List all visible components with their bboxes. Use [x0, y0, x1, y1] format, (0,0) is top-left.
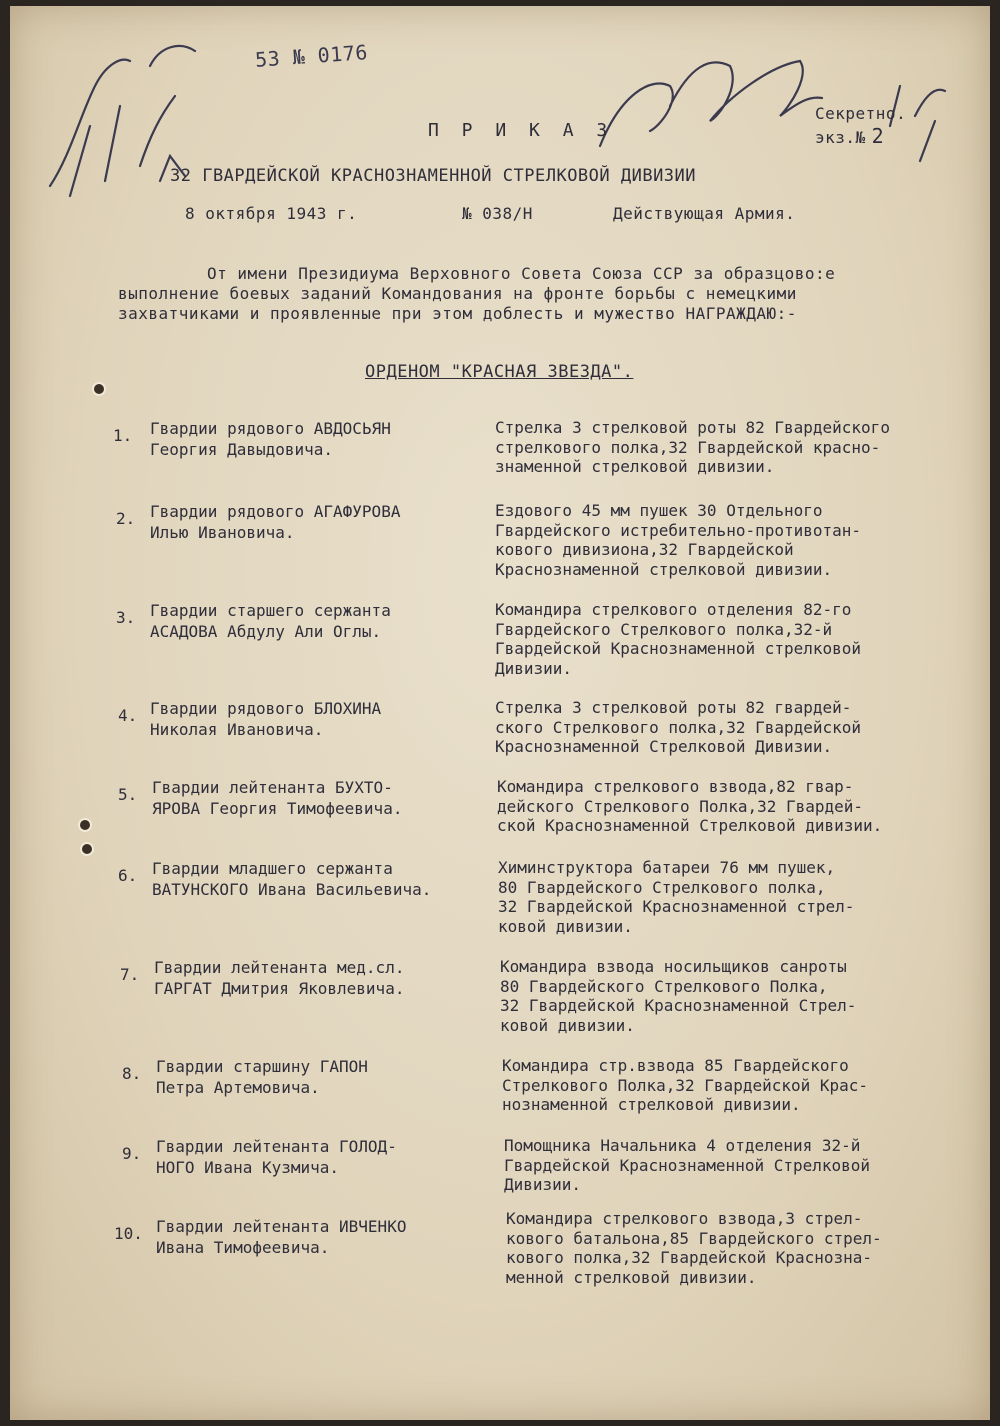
punch-hole-icon — [94, 384, 104, 394]
copy-label: экз.№ 2 — [815, 124, 885, 148]
intro-line-1: От имени Президиума Верховного Совета Союза ССР за образцово:е — [207, 264, 836, 283]
intro-line-3: захватчиками и проявленные при этом доблесть и мужество НАГРАЖДАЮ:- — [118, 304, 797, 323]
copy-number: 2 — [871, 124, 885, 148]
awardee-person: Гвардии рядового АГАФУРОВА Илью Ивановича. — [150, 502, 401, 542]
punch-hole-icon — [80, 820, 90, 830]
awardee-unit: Командира стрелкового отделения 82-го Гвардейского Стрелкового полка,32-й Гвардейской Краснознаменной стрелковой Дивизии. — [495, 600, 862, 678]
awardee-number: 5. — [118, 785, 138, 804]
awardee-unit: Ездового 45 мм пушек 30 Отдельного Гвардейского истребительно-противотан- кового дивизиона,32 Гвардейской Краснознаменной стрелковой дивизии. — [495, 501, 862, 579]
intro-line-2: выполнение боевых заданий Командования на фронте борьбы с немецкими — [118, 284, 797, 303]
registry-stamp: 53 № 0176 — [254, 40, 369, 72]
awardee-unit: Командира стрелкового взвода,3 стрел- кового батальона,85 Гвардейского стрел- кового полка,32 Гвардейской Краснозна- менной стрелковой дивизии. — [506, 1209, 882, 1287]
document-title: П Р И К А З — [428, 120, 614, 141]
awardee-number: 9. — [122, 1144, 142, 1163]
awardee-person: Гвардии младшего сержанта ВАТУНСКОГО Ивана Васильевича. — [152, 859, 432, 899]
awardee-number: 1. — [113, 426, 133, 445]
awardee-person: Гвардии старшего сержанта АСАДОВА Абдулу Али Оглы. — [150, 601, 391, 641]
awardee-person: Гвардии лейтенанта БУХТО- ЯРОВА Георгия Тимофеевича. — [152, 778, 403, 818]
awardee-number: 3. — [116, 608, 136, 627]
corner-mark — [890, 86, 945, 161]
awardee-person: Гвардии лейтенанта мед.сл. ГАРГАТ Дмитрия Яковлевича. — [154, 958, 405, 998]
awardee-unit: Командира стрелкового взвода,82 гвар- дейского Стрелкового Полка,32 Гвардей- ской Краснознаменной Стрелковой дивизии. — [497, 777, 883, 835]
awardee-number: 7. — [120, 965, 140, 984]
awardee-person: Гвардии рядового БЛОХИНА Николая Ивановича. — [150, 699, 382, 739]
awardee-person: Гвардии лейтенанта ГОЛОД- НОГО Ивана Кузмича. — [156, 1137, 397, 1177]
order-heading: ОРДЕНОМ "КРАСНАЯ ЗВЕЗДА". — [365, 362, 634, 382]
awardee-unit: Стрелка 3 стрелковой роты 82 Гвардейского стрелкового полка,32 Гвардейской красно- знаменной стрелковой дивизии. — [495, 418, 890, 476]
awardee-unit: Химинструктора батареи 76 мм пушек, 80 Гвардейского Стрелкового полка, 32 Гвардейской Краснознаменной стрел- ковой дивизии. — [498, 858, 855, 936]
order-number: № 038/Н — [462, 204, 533, 223]
awardee-unit: Командира взвода носильщиков санроты 80 Гвардейского Стрелкового Полка, 32 Гвардейской Краснознаменной Стрел- ковой дивизии. — [500, 957, 857, 1035]
punch-hole-icon — [82, 844, 92, 854]
order-location: Действующая Армия. — [613, 204, 796, 223]
division-name: 32 ГВАРДЕЙСКОЙ КРАСНОЗНАМЕННОЙ СТРЕЛКОВОЙ ДИВИЗИИ — [170, 166, 697, 186]
signature — [600, 61, 822, 146]
secrecy-label: Секретно. — [815, 104, 907, 123]
awardee-number: 6. — [118, 866, 138, 885]
awardee-unit: Командира стр.взвода 85 Гвардейского Стрелкового Полка,32 Гвардейской Крас- нознаменной стрелковой дивизии. — [502, 1056, 869, 1114]
awardee-unit: Помощника Начальника 4 отделения 32-й Гвардейской Краснознаменной Стрелковой Дивизии. — [504, 1136, 871, 1194]
awardee-person: Гвардии рядового АВДОСЬЯН Георгия Давыдовича. — [150, 419, 391, 459]
awardee-person: Гвардии лейтенанта ИВЧЕНКО Ивана Тимофеевича. — [156, 1217, 407, 1257]
awardee-number: 8. — [122, 1064, 142, 1083]
awardee-unit: Стрелка 3 стрелковой роты 82 гвардей- ского Стрелкового полка,32 Гвардейской Краснознаменной Стрелковой Дивизии. — [495, 698, 862, 756]
awardee-number: 4. — [118, 706, 138, 725]
awardee-number: 10. — [114, 1224, 143, 1243]
document-page — [10, 6, 990, 1420]
awardee-number: 2. — [116, 509, 136, 528]
awardee-person: Гвардии старшину ГАПОН Петра Артемовича. — [156, 1057, 368, 1097]
order-date: 8 октября 1943 г. — [185, 204, 358, 223]
